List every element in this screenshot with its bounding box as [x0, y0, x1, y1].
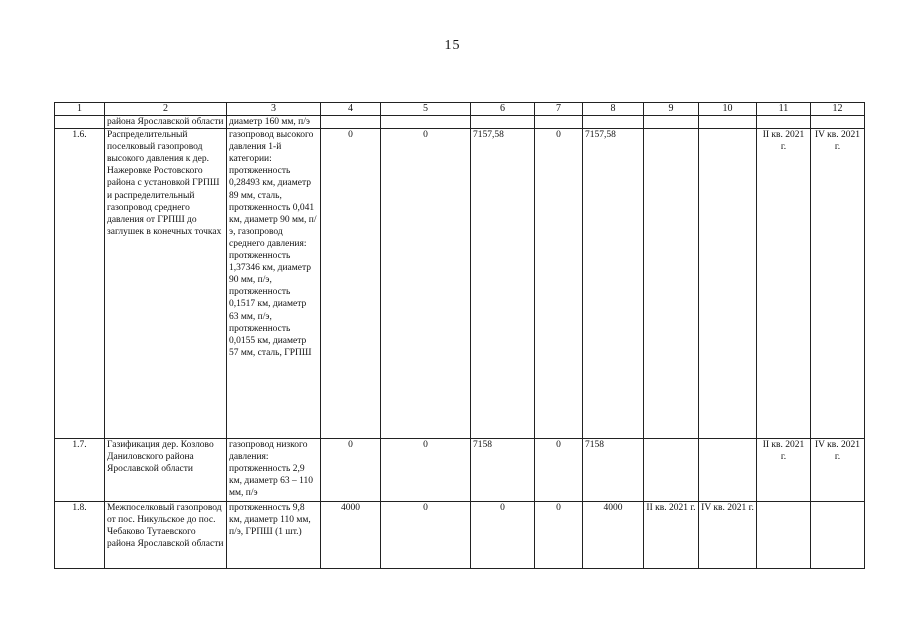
cell-value: 7158: [471, 439, 535, 502]
column-header: 9: [644, 103, 699, 116]
cell-period: II кв. 2021 г.: [757, 439, 811, 502]
column-header: 7: [535, 103, 583, 116]
cell-description: диаметр 160 мм, п/э: [227, 116, 321, 129]
cell-value: 4000: [583, 502, 644, 569]
column-header: 1: [55, 103, 105, 116]
column-header: 11: [757, 103, 811, 116]
cell-period: IV кв. 2021 г.: [811, 439, 865, 502]
cell-period: [699, 129, 757, 439]
table-row: [55, 129, 865, 439]
cell-description: газопровод низкого давления: протяженность 2,9 км, диаметр 63 – 110 мм, п/э: [227, 439, 321, 502]
cell-value: 7158: [583, 439, 644, 502]
cell-period: II кв. 2021 г.: [757, 129, 811, 439]
cell-period: [644, 439, 699, 502]
column-header: 12: [811, 103, 865, 116]
cell-description: протяженность 9,8 км, диаметр 110 мм, п/э, ГРПШ (1 шт.): [227, 502, 321, 569]
cell-period: [757, 502, 811, 569]
cell-period: IV кв. 2021 г.: [699, 502, 757, 569]
cell-index: [55, 116, 105, 129]
cell-value: 0: [381, 129, 471, 439]
cell-value: 0: [535, 129, 583, 439]
column-header: 8: [583, 103, 644, 116]
cell-value: 7157,58: [583, 129, 644, 439]
cell-value: 7157,58: [471, 129, 535, 439]
cell-name: Распределительный поселковый газопровод высокого давления к дер. Нажеровке Ростовского района с установкой ГРПШ и распределительный газопровод среднего давления от ГРПШ до заглушек в конечных точках: [105, 129, 227, 439]
table-row: [55, 502, 865, 569]
cell-empty: [321, 116, 381, 129]
cell-empty: [471, 116, 535, 129]
cell-value: 4000: [321, 502, 381, 569]
cell-empty: [757, 116, 811, 129]
cell-value: 0: [471, 502, 535, 569]
cell-value: 0: [535, 439, 583, 502]
cell-name: Газификация дер. Козлово Даниловского района Ярославской области: [105, 439, 227, 502]
cell-index: 1.6.: [55, 129, 105, 439]
cell-empty: [811, 116, 865, 129]
cell-empty: [644, 116, 699, 129]
cell-period: IV кв. 2021 г.: [811, 129, 865, 439]
cell-empty: [699, 116, 757, 129]
column-header: 3: [227, 103, 321, 116]
column-header: 4: [321, 103, 381, 116]
page-number: 15: [444, 38, 461, 53]
cell-empty: [381, 116, 471, 129]
column-header: 6: [471, 103, 535, 116]
table-header-row: [55, 103, 865, 116]
cell-empty: [535, 116, 583, 129]
cell-name: Межпоселковый газопровод от пос. Никульское до пос. Чебаково Тутаевского района Ярославской области: [105, 502, 227, 569]
program-table: [54, 102, 865, 569]
cell-value: 0: [381, 439, 471, 502]
cell-name: района Ярославской области: [105, 116, 227, 129]
cell-period: [811, 502, 865, 569]
cell-index: 1.7.: [55, 439, 105, 502]
cell-value: 0: [321, 129, 381, 439]
cell-index: 1.8.: [55, 502, 105, 569]
column-header: 2: [105, 103, 227, 116]
table-row: [55, 439, 865, 502]
cell-period: [644, 129, 699, 439]
cell-value: 0: [321, 439, 381, 502]
column-header: 5: [381, 103, 471, 116]
cell-description: газопровод высокого давления 1-й категории: протяженность 0,28493 км, диаметр 89 мм, сталь, протяженность 0,041 км, диаметр 90 мм, п/э, газопровод среднего давления: протяженность 1,37346 км, диаметр 90 мм, п/э, протяженность 0,1517 км, диаметр 63 мм, п/э, протяженность 0,0155 км, диаметр 57 мм, сталь, ГРПШ: [227, 129, 321, 439]
table-row-continuation: [55, 116, 865, 129]
cell-period: [699, 439, 757, 502]
cell-period: II кв. 2021 г.: [644, 502, 699, 569]
column-header: 10: [699, 103, 757, 116]
cell-empty: [583, 116, 644, 129]
cell-value: 0: [381, 502, 471, 569]
cell-value: 0: [535, 502, 583, 569]
